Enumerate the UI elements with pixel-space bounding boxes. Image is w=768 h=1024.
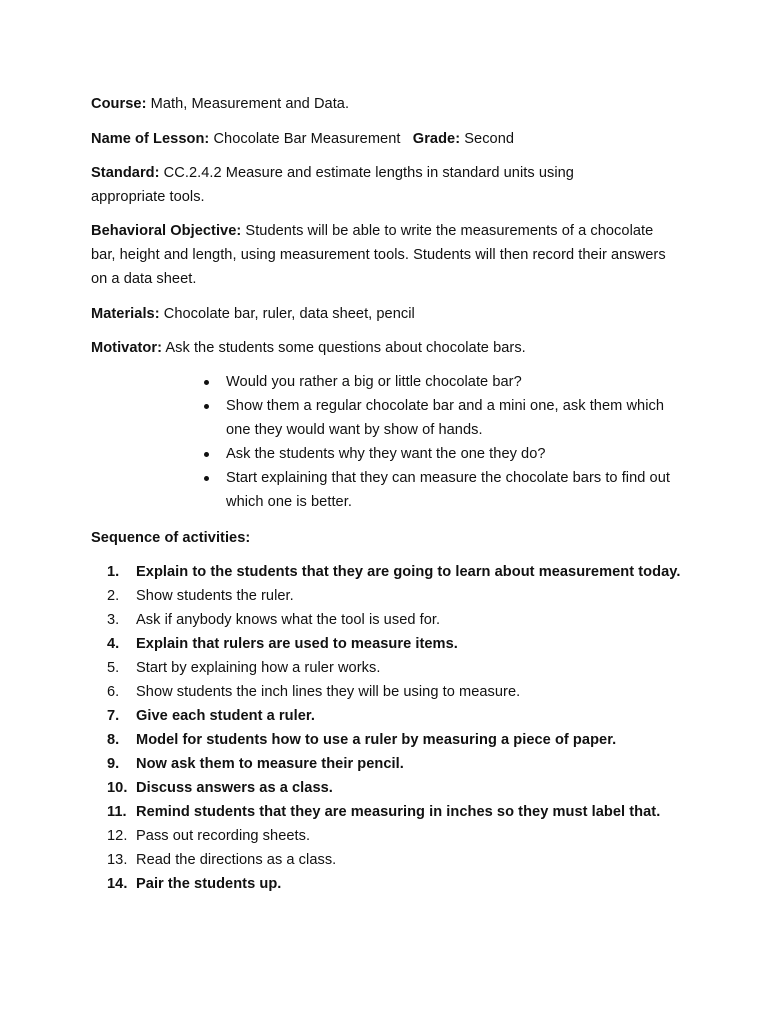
materials-line: [91, 302, 691, 326]
step-item: [107, 872, 707, 896]
grade-label: Grade:: [412, 131, 461, 147]
step-number: 1.: [107, 564, 120, 580]
objective-paragraph: [91, 219, 666, 291]
step-item: [107, 680, 707, 704]
motivator-value: Ask the students some questions about chocolate bars.: [165, 340, 526, 356]
objective-label: Behavioral Objective:: [91, 223, 242, 239]
step-text: Give each student a ruler.: [136, 708, 315, 724]
step-text: Model for students how to use a ruler by measuring a piece of paper.: [136, 732, 617, 748]
motivator-line: [91, 336, 691, 360]
step-item: [107, 848, 707, 872]
bullet-text: Show them a regular chocolate bar and a mini one, ask them which one they would want by show of hands.: [226, 398, 665, 438]
step-text: Explain that rulers are used to measure items.: [136, 636, 458, 652]
step-text: Show students the inch lines they will be using to measure.: [136, 684, 521, 700]
objective-value: Students will be able to write the measurements of a chocolate bar, height and length, using measurement tools. Students will then record their answers on a data sheet.: [91, 223, 666, 287]
lesson-line: [91, 127, 691, 151]
step-item: [107, 752, 707, 776]
step-item: [107, 704, 707, 728]
motivator-bullet-list: [201, 370, 681, 514]
materials-label: Materials:: [91, 306, 160, 322]
step-text: Remind students that they are measuring in inches so they must label that.: [136, 804, 661, 820]
step-number: 10.: [107, 780, 128, 796]
step-item: [107, 800, 707, 824]
step-number: 6.: [107, 684, 120, 700]
bullet-dot-icon: [204, 476, 209, 481]
motivator-label: Motivator:: [91, 340, 163, 356]
step-item: [107, 776, 707, 800]
step-number: 13.: [107, 852, 128, 868]
bullet-dot-icon: [204, 404, 209, 409]
bullet-dot-icon: [204, 380, 209, 385]
step-number: 2.: [107, 588, 120, 604]
step-number: 3.: [107, 612, 120, 628]
step-number: 5.: [107, 660, 120, 676]
step-number: 7.: [107, 708, 120, 724]
step-item: [107, 632, 707, 656]
course-value: Math, Measurement and Data.: [150, 96, 350, 112]
course-label: Course:: [91, 96, 147, 112]
step-text: Pair the students up.: [136, 876, 282, 892]
sequence-steps-list: [107, 560, 707, 896]
step-text: Discuss answers as a class.: [136, 780, 333, 796]
bullet-item: [201, 442, 681, 466]
step-text: Ask if anybody knows what the tool is used for.: [136, 612, 441, 628]
bullet-text: Would you rather a big or little chocolate bar?: [226, 374, 522, 390]
sequence-heading: Sequence of activities:: [91, 530, 251, 546]
step-item: [107, 560, 707, 584]
lesson-value: Chocolate Bar Measurement: [213, 131, 401, 147]
lesson-label: Name of Lesson:: [91, 131, 210, 147]
step-number: 8.: [107, 732, 120, 748]
step-item: [107, 656, 707, 680]
step-item: [107, 584, 707, 608]
standard-paragraph: [91, 161, 631, 209]
step-item: [107, 608, 707, 632]
step-text: Now ask them to measure their pencil.: [136, 756, 404, 772]
bullet-dot-icon: [204, 452, 209, 457]
step-text: Read the directions as a class.: [136, 852, 337, 868]
grade-value: Second: [464, 131, 515, 147]
step-text: Explain to the students that they are going to learn about measurement today.: [136, 564, 681, 580]
step-number: 12.: [107, 828, 128, 844]
bullet-item: [201, 370, 681, 394]
step-number: 11.: [107, 804, 127, 820]
bullet-item: [201, 466, 681, 514]
standard-label: Standard:: [91, 165, 160, 181]
step-text: Start by explaining how a ruler works.: [136, 660, 381, 676]
step-number: 9.: [107, 756, 120, 772]
bullet-text: Start explaining that they can measure the chocolate bars to find out which one is better.: [226, 470, 670, 510]
course-line: [91, 92, 691, 116]
bullet-text: Ask the students why they want the one they do?: [226, 446, 546, 462]
bullet-item: [201, 394, 681, 442]
standard-value: CC.2.4.2 Measure and estimate lengths in standard units using appropriate tools.: [91, 165, 574, 205]
step-text: Pass out recording sheets.: [136, 828, 311, 844]
step-item: [107, 824, 707, 848]
materials-value: Chocolate bar, ruler, data sheet, pencil: [163, 306, 415, 322]
step-item: [107, 728, 707, 752]
step-text: Show students the ruler.: [136, 588, 294, 604]
step-number: 14.: [107, 876, 128, 892]
step-number: 4.: [107, 636, 120, 652]
